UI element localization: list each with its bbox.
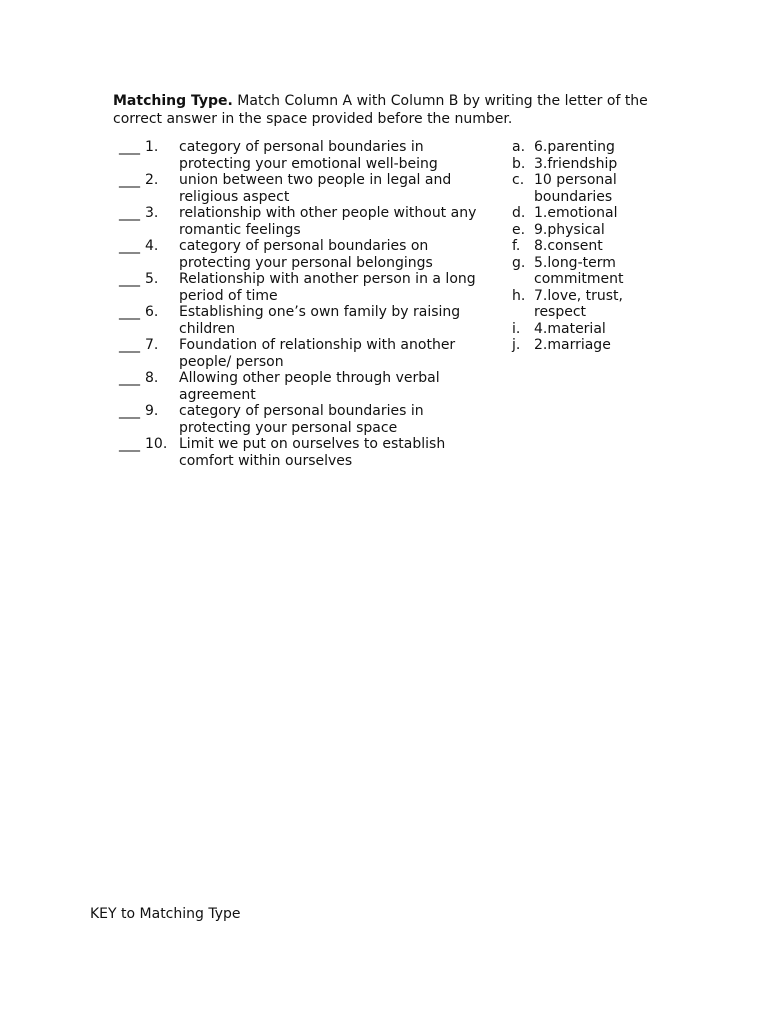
column-b-item (512, 156, 642, 173)
item-text: Relationship with another person in a long period of time (179, 271, 476, 304)
item-text: category of personal boundaries in protecting your personal space (179, 403, 424, 436)
choice-letter: h. (512, 287, 526, 304)
column-b-item (512, 222, 642, 239)
column-b (512, 139, 642, 354)
item-text: relationship with other people without any romantic feelings (179, 205, 477, 238)
item-number: 9. (145, 403, 159, 419)
instructions (113, 92, 658, 128)
column-a-item (119, 139, 489, 172)
answer-blank: ___ (119, 403, 140, 419)
column-a (119, 139, 489, 469)
choice-text: 3.friendship (534, 155, 618, 172)
item-text: Allowing other people through verbal agreement (179, 370, 440, 403)
answer-key-title: KEY to Matching Type (90, 906, 241, 922)
column-b-item (512, 205, 642, 222)
choice-letter: e. (512, 221, 526, 238)
item-text: category of personal boundaries in protecting your emotional well-being (179, 139, 438, 172)
column-a-item (119, 205, 489, 238)
choice-letter: i. (512, 320, 521, 337)
choice-text: 9.physical (534, 221, 605, 238)
column-b-item (512, 139, 642, 156)
choice-letter: c. (512, 172, 525, 188)
item-number: 5. (145, 271, 159, 287)
choice-letter: b. (512, 155, 526, 172)
answer-blank: ___ (119, 436, 140, 452)
choice-text: 4.material (534, 320, 606, 337)
column-b-item (512, 288, 642, 321)
column-a-item (119, 172, 489, 205)
choice-text: 8.consent (534, 238, 603, 254)
item-number: 4. (145, 238, 159, 254)
instructions-heading: Matching Type. (113, 93, 233, 109)
item-text: Establishing one’s own family by raising children (179, 304, 461, 337)
item-number: 6. (145, 304, 159, 320)
column-b-item (512, 337, 642, 354)
answer-blank: ___ (119, 271, 140, 287)
choice-text: 7.love, trust, respect (534, 287, 623, 320)
column-b-item (512, 321, 642, 338)
item-number: 2. (145, 172, 159, 188)
answer-blank: ___ (119, 337, 140, 353)
item-number: 1. (145, 139, 159, 155)
choice-letter: f. (512, 238, 521, 254)
column-b-item (512, 238, 642, 255)
answer-blank: ___ (119, 370, 140, 386)
column-a-item (119, 271, 489, 304)
column-b-item (512, 255, 642, 288)
choice-text: 1.emotional (534, 205, 618, 221)
item-number: 10. (145, 436, 168, 452)
column-a-item (119, 304, 489, 337)
answer-blank: ___ (119, 238, 140, 254)
item-text: category of personal boundaries on protecting your personal belongings (179, 238, 433, 271)
item-text: union between two people in legal and religious aspect (179, 172, 452, 205)
choice-letter: d. (512, 205, 526, 221)
item-number: 7. (145, 337, 159, 353)
answer-blank: ___ (119, 205, 140, 221)
answer-blank: ___ (119, 304, 140, 320)
column-a-item (119, 238, 489, 271)
item-number: 3. (145, 205, 159, 221)
instructions-body: Match Column A with Column B by writing the letter of the correct answer in the space provided before the number. (113, 93, 648, 127)
item-text: Foundation of relationship with another people/ person (179, 337, 456, 370)
column-a-item (119, 403, 489, 436)
column-a-item (119, 337, 489, 370)
choice-text: 2.marriage (534, 337, 611, 353)
column-b-item (512, 172, 642, 205)
choice-text: 6.parenting (534, 139, 615, 155)
choice-letter: g. (512, 254, 526, 271)
choice-letter: a. (512, 139, 526, 155)
choice-text: 5.long-term commitment (534, 254, 624, 287)
answer-blank: ___ (119, 139, 140, 155)
choice-letter: j. (512, 337, 521, 353)
item-number: 8. (145, 370, 159, 386)
answer-blank: ___ (119, 172, 140, 188)
column-a-item (119, 436, 489, 469)
item-text: Limit we put on ourselves to establish comfort within ourselves (179, 436, 446, 469)
column-a-item (119, 370, 489, 403)
choice-text: 10 personal boundaries (534, 172, 617, 205)
